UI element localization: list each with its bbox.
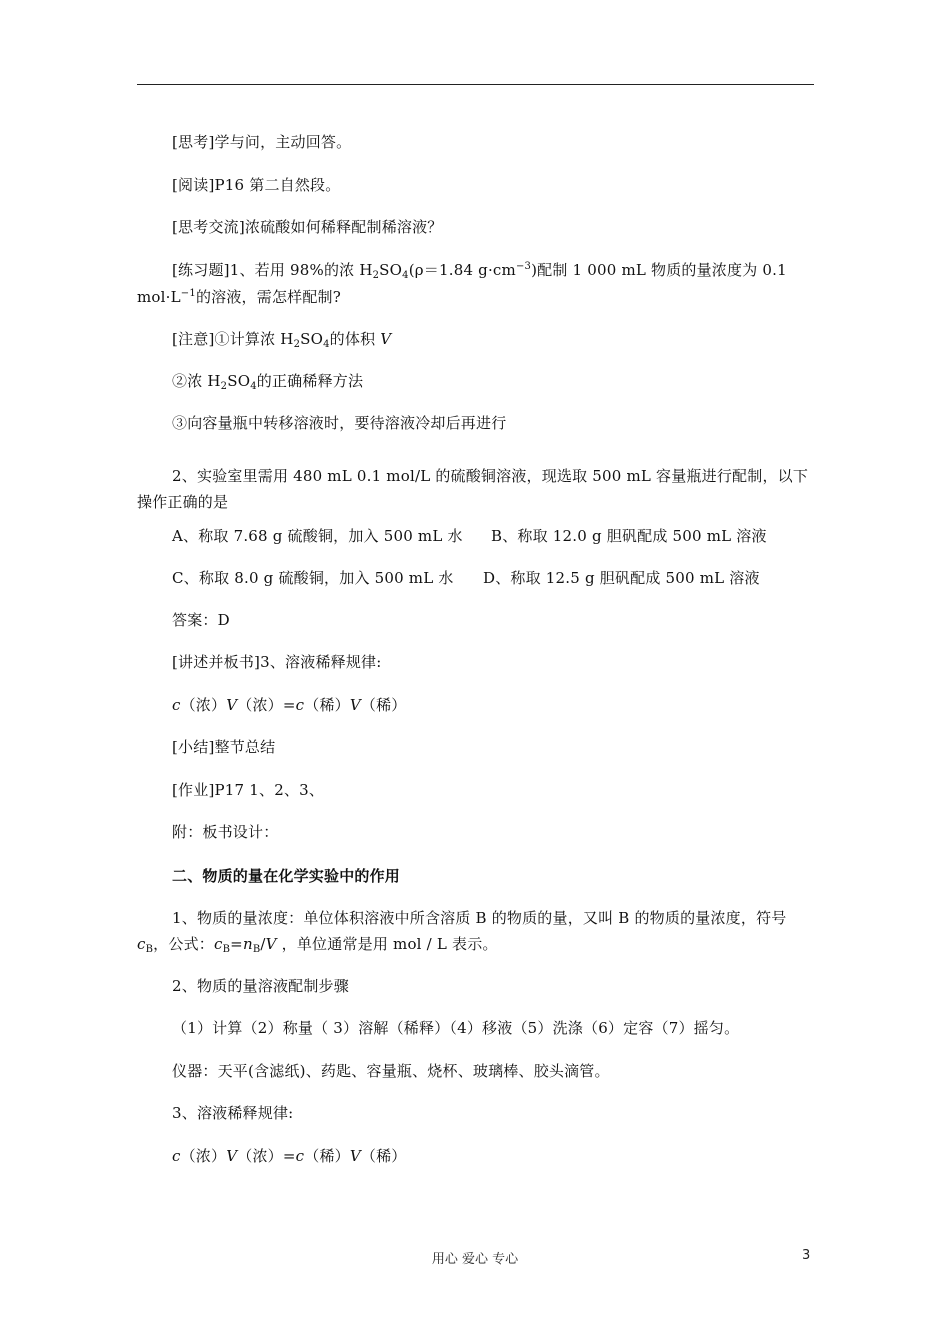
exercise-line-2: $mol\cdot L^{-1}$的溶液，需怎样配制? [137,288,341,306]
instruments-line: 仪器：天平(含滤纸)、药匙、容量瓶、烧杯、玻璃棒、胶头滴管。 [172,1062,610,1080]
page-number: 3 [802,1248,811,1263]
option-d: D、称取 12.5 g 胆矾配成 500 mL 溶液 [483,569,760,587]
concentration-line-2: $c_B$，公式：$c_B=n_B/V$ ，单位通常是用 mol / L 表示。 [137,935,498,955]
note-line-3: ③向容量瓶中转移溶液时，要待溶液冷却后再进行 [172,414,507,432]
concentration-line-1: 1、物质的量浓度：单位体积溶液中所含溶质 B 的物质的量，又叫 B 的物质的量浓度，符号 [172,909,787,927]
think-line: [思考]学与问，主动回答。 [172,133,352,151]
steps-title: 2、物质的量溶液配制步骤 [172,977,349,995]
question-2-line-1: 2、实验室里需用 480 mL 0.1 mol/L 的硫酸铜溶液，现选取 500 mL 容量瓶进行配制，以下 [172,467,809,485]
dilution-formula-2: c（浓）V（浓）=c（稀）V（稀） [172,1147,407,1165]
dilution-rule-title: 3、溶液稀释规律: [172,1104,294,1122]
section-heading: 二、物质的量在化学实验中的作用 [172,867,401,885]
reading-line: [阅读]P16 第二自然段。 [172,176,341,194]
option-b: B、称取 12.0 g 胆矾配成 500 mL 溶液 [491,527,767,545]
lecture-line: [讲述并板书]3、溶液稀释规律: [172,653,382,671]
discussion-line: [思考交流]浓硫酸如何稀释配制稀溶液？ [172,218,443,236]
option-c: C、称取 8.0 g 硫酸铜，加入 500 mL 水 [172,569,454,587]
page-footer: 用心 爱心 专心 [431,1252,519,1267]
exercise-line-1: [练习题]1、若用 98%的浓 $H_2SO_4(\rho=1.84$ $g\cdot cm^{-3}$)配制 1 000 mL 物质的量浓度为 0.1 [172,261,787,281]
option-a: A、称取 7.68 g 硫酸铜，加入 500 mL 水 [172,527,463,545]
header-rule [137,84,814,85]
note-line-1: [注意]①计算浓 $H_2SO_4$的体积 V [172,330,392,350]
dilution-formula: c（浓）V（浓）=c（稀）V（稀） [172,696,407,714]
homework-line: [作业]P17 1、2、3、 [172,781,325,799]
steps-list: （1）计算（2）称量（ 3）溶解（稀释）（4）移液（5）洗涤（6）定容（7）摇匀。 [172,1019,740,1037]
answer-line: 答案：D [172,611,230,629]
summary-line: [小结]整节总结 [172,738,276,756]
appendix-line: 附：板书设计： [172,823,279,841]
note-line-2: ②浓 $H_2SO_4$的正确稀释方法 [172,372,364,392]
question-2-line-2: 操作正确的是 [137,493,229,511]
